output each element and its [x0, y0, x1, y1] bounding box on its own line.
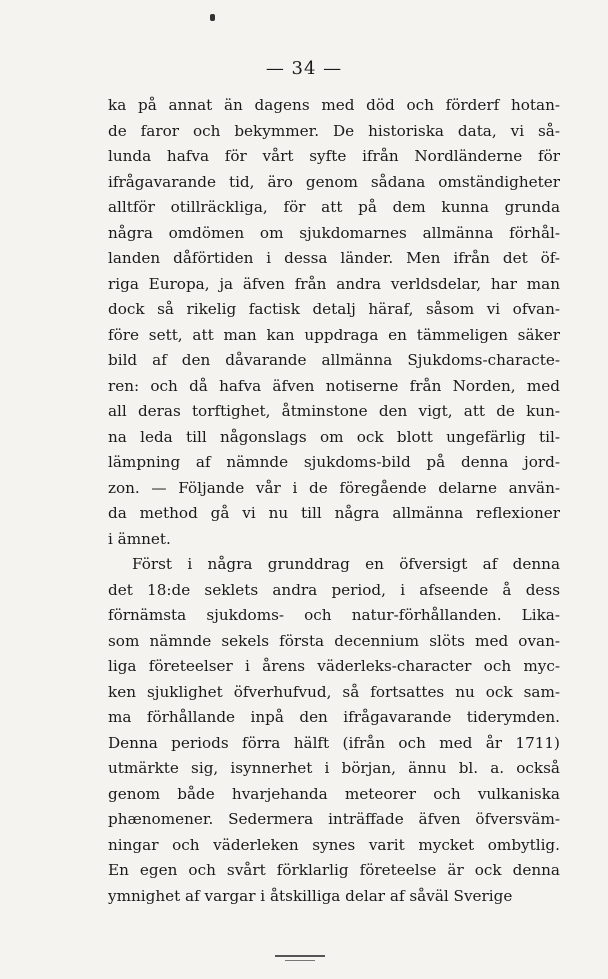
text-line: Denna periods förra hälft (ifrån och med år 1711): [108, 733, 560, 752]
text-line: lunda hafva för vårt syfte ifrån Nordländerne för: [108, 147, 560, 165]
text-line: ma förhållande inpå den ifrågavarande tiderymden.: [108, 708, 560, 726]
text-line: ningar och väderleken synes varit mycket ombytlig.: [108, 835, 560, 854]
text-line: phænomener. Sedermera inträffade äfven öfversväm-: [108, 810, 560, 828]
text-line: de faror och bekymmer. De historiska data, vi så-: [108, 121, 560, 140]
text-line: några omdömen om sjukdomarnes allmänna förhål-: [108, 223, 560, 242]
text-line: dock så rikelig factisk detalj häraf, såsom vi ofvan-: [108, 300, 560, 318]
text-line: utmärkte sig, isynnerhet i början, ännu bl. a. också: [108, 759, 560, 777]
body-text: [108, 93, 560, 909]
text-line: all deras torftighet, åtminstone den vigt, att de kun-: [108, 402, 560, 420]
text-line: lämpning af nämnde sjukdoms-bild på denna jord-: [108, 453, 560, 471]
text-line: genom både hvarjehanda meteorer och vulkaniska: [108, 784, 560, 803]
text-line: liga företeelser i årens väderleks-character och myc-: [108, 657, 560, 675]
text-line: ka på annat än dagens med död och förderf hotan-: [108, 96, 560, 114]
page-number-header: — 34 —: [265, 58, 343, 79]
ink-spot: [210, 14, 215, 21]
text-line: riga Europa, ja äfven från andra verldsdelar, har man: [108, 274, 560, 293]
text-line: som nämnde sekels första decennium slöts med ovan-: [108, 631, 560, 650]
text-line: förnämsta sjukdoms- och natur-förhållanden. Lika-: [108, 606, 560, 624]
text-line: landen dåförtiden i dessa länder. Men ifrån det öf-: [108, 249, 560, 267]
text-line: zon. — Följande vår i de föregående delarne använ-: [108, 478, 560, 497]
text-line: ken sjuklighet öfverhufvud, så fortsattes nu ock sam-: [108, 682, 560, 701]
text-line: En egen och svårt förklarlig företeelse är ock denna: [108, 861, 560, 879]
text-line: bild af den dåvarande allmänna Sjukdoms-characte-: [108, 351, 560, 369]
text-line: det 18:de seklets andra period, i afseende å dess: [108, 580, 560, 599]
text-line: alltför otillräckliga, för att på dem kunna grunda: [108, 198, 560, 216]
text-line: före sett, att man kan uppdraga en tämmeligen säker: [108, 325, 560, 344]
text-line: ifrågavarande tid, äro genom sådana omständigheter: [108, 172, 560, 191]
text-line: ren: och då hafva äfven notiserne från Norden, med: [108, 376, 560, 395]
text-line: Först i några grunddrag en öfversigt af denna: [132, 555, 560, 573]
bottom-rule: [275, 955, 325, 957]
bottom-rule-short: [285, 960, 315, 961]
text-line: da method gå vi nu till några allmänna reflexioner: [108, 504, 560, 522]
text-line: ymnighet af vargar i åtskilliga delar af såväl Sverige: [108, 886, 513, 905]
text-line: na leda till någonslags om ock blott ungefärlig til-: [108, 427, 560, 446]
text-line: i ämnet.: [108, 529, 171, 548]
